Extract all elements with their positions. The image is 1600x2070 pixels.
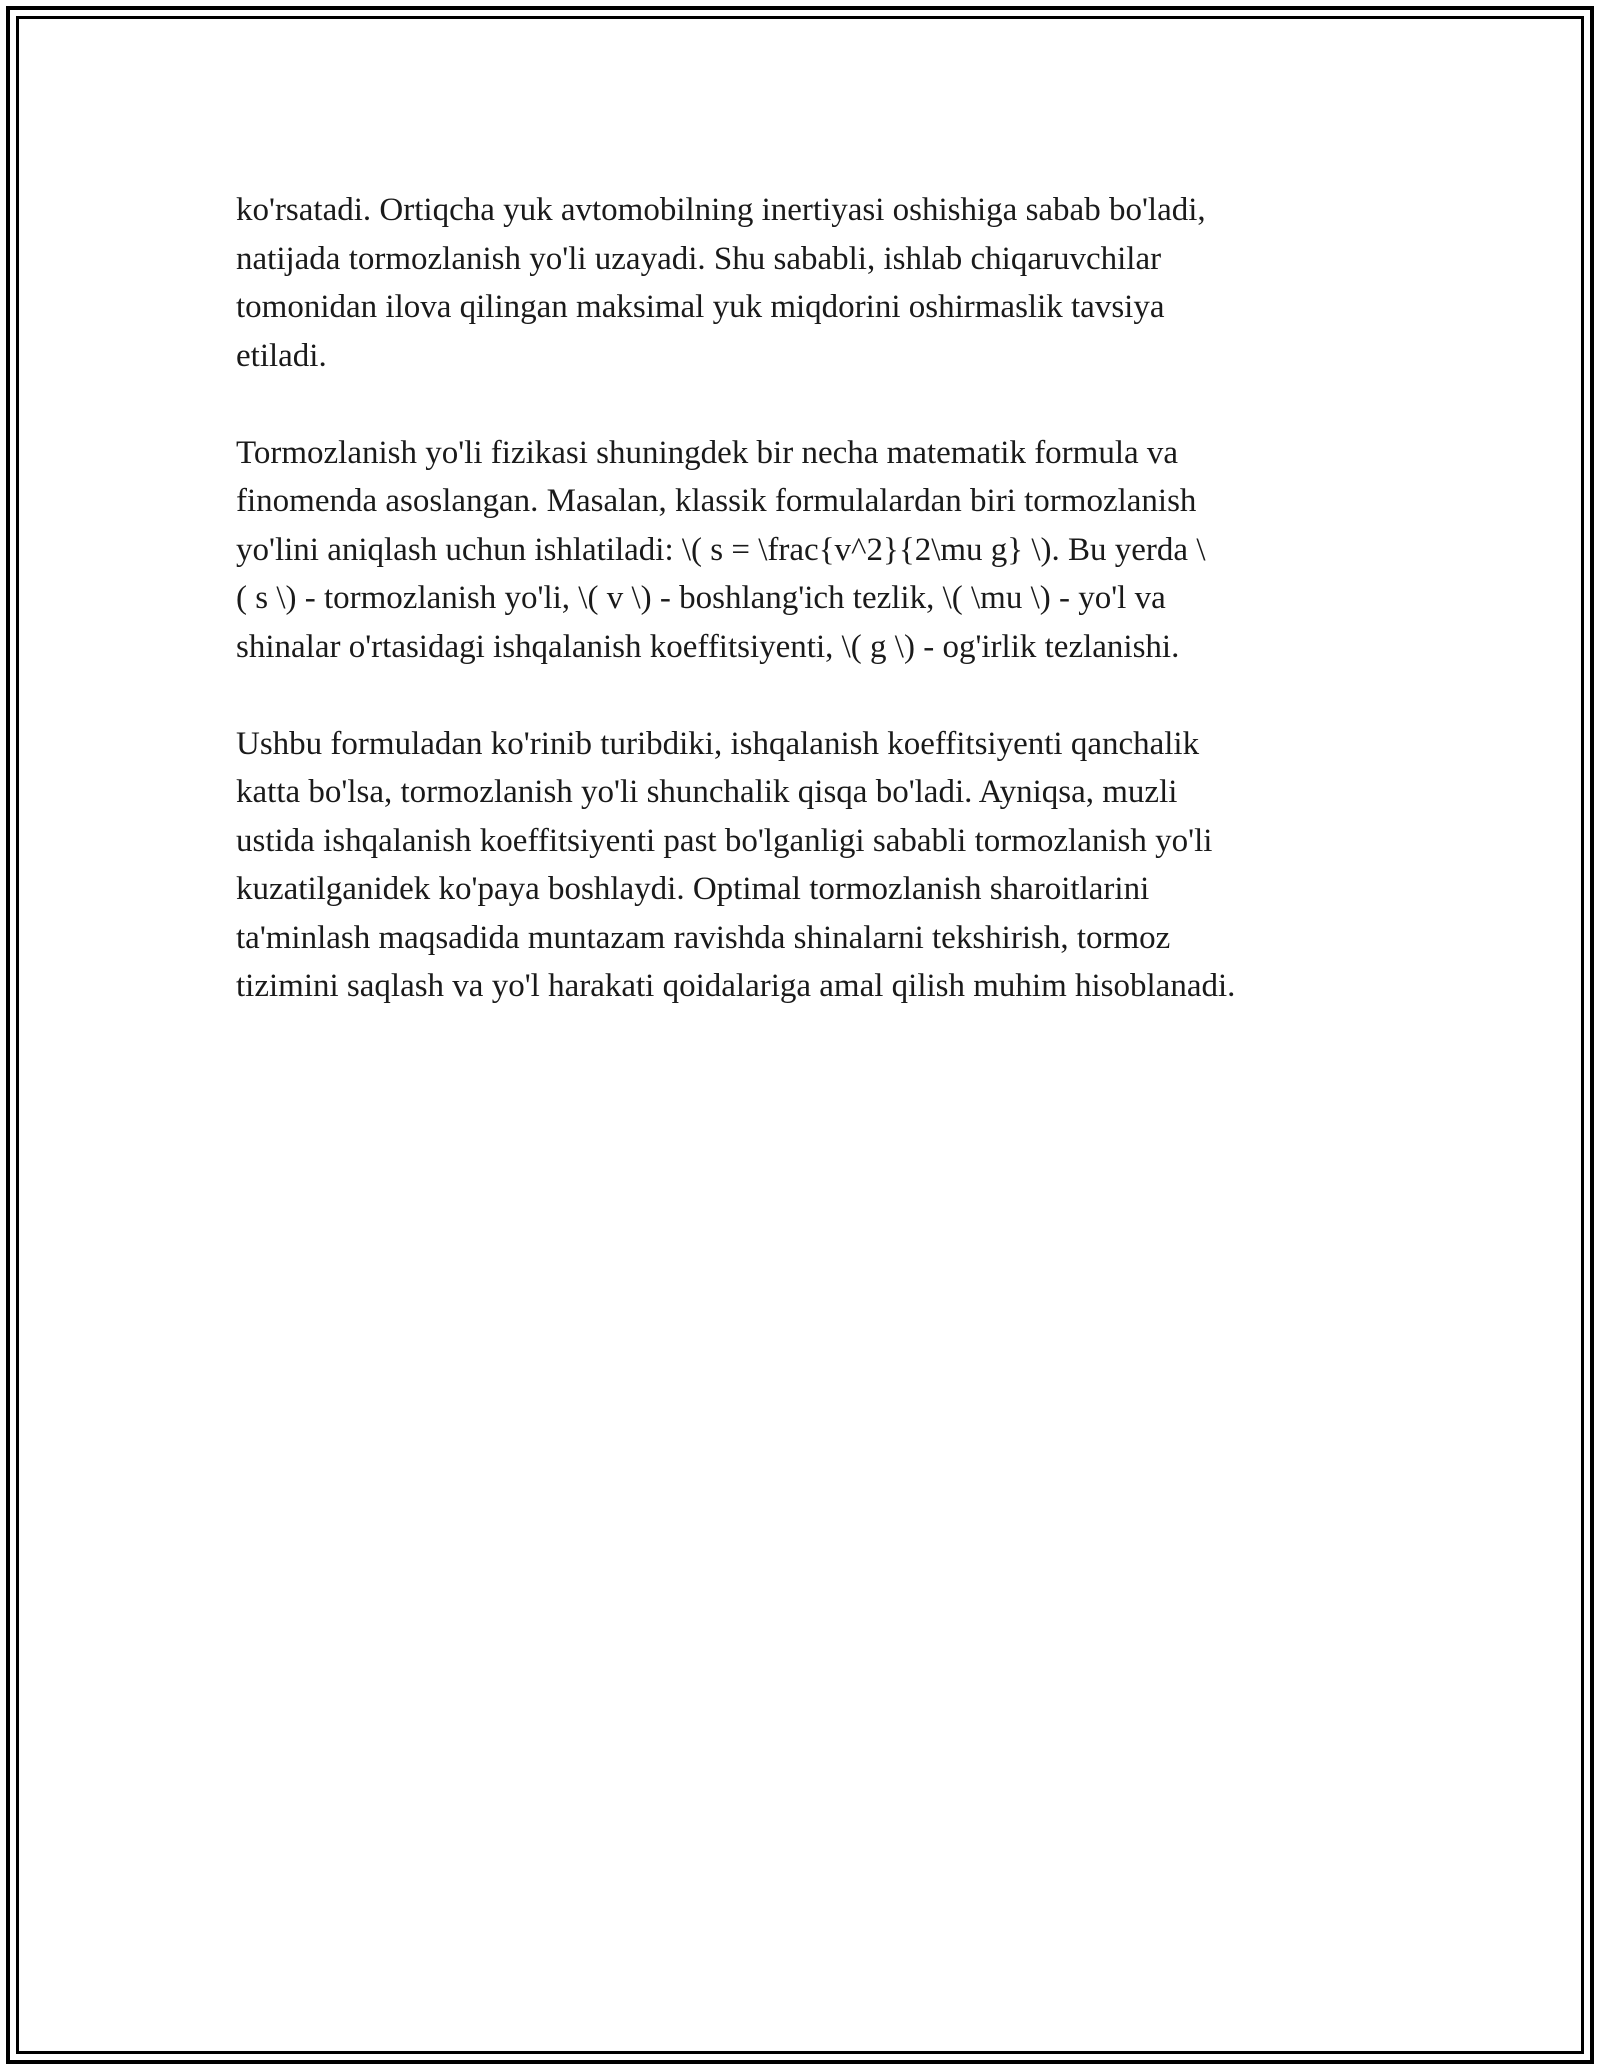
text-line: natijada tormozlanish yo'li uzayadi. Shu sababli, ishlab chiqaruvchilar <box>236 240 1162 277</box>
text-line: yo'lini aniqlash uchun ishlatiladi: \( s = \frac{v^2}{2\mu g} \). Bu yerda \ <box>236 531 1206 568</box>
text-line: etiladi. <box>236 337 327 374</box>
text-line: Tormozlanish yo'li fizikasi shuningdek bir necha matematik formula va <box>236 434 1179 471</box>
text-line: katta bo'lsa, tormozlanish yo'li shunchalik qisqa bo'ladi. Ayniqsa, muzli <box>236 774 1178 810</box>
paragraph-2 <box>236 429 1366 672</box>
text-line: ko'rsatadi. Ortiqcha yuk avtomobilning inertiyasi oshishiga sabab bo'ladi, <box>236 192 1206 228</box>
paragraph-3 <box>236 720 1366 1011</box>
text-line: shinalar o'rtasidagi ishqalanish koeffitsiyenti, \( g \) - og'irlik tezlanishi. <box>236 628 1180 665</box>
text-line: tomonidan ilova qilingan maksimal yuk miqdorini oshirmaslik tavsiya <box>236 289 1165 325</box>
paragraph-1 <box>236 186 1366 380</box>
text-line: finomenda asoslangan. Masalan, klassik formulalardan biri tormozlanish <box>236 483 1197 519</box>
text-line: Ushbu formuladan ko'rinib turibdiki, ishqalanish koeffitsiyenti qanchalik <box>236 725 1200 762</box>
text-line: ta'minlash maqsadida muntazam ravishda shinalarni tekshirish, tormoz <box>236 919 1171 956</box>
text-line: ustida ishqalanish koeffitsiyenti past bo'lganligi sababli tormozlanish yo'li <box>236 822 1213 859</box>
text-line: ( s \) - tormozlanish yo'li, \( v \) - boshlang'ich tezlik, \( \mu \) - yo'l va <box>236 580 1166 616</box>
text-line: kuzatilganidek ko'paya boshlaydi. Optimal tormozlanish sharoitlarini <box>236 871 1150 907</box>
text-line: tizimini saqlash va yo'l harakati qoidalariga amal qilish muhim hisoblanadi. <box>236 968 1236 1004</box>
document-body <box>236 186 1366 1059</box>
